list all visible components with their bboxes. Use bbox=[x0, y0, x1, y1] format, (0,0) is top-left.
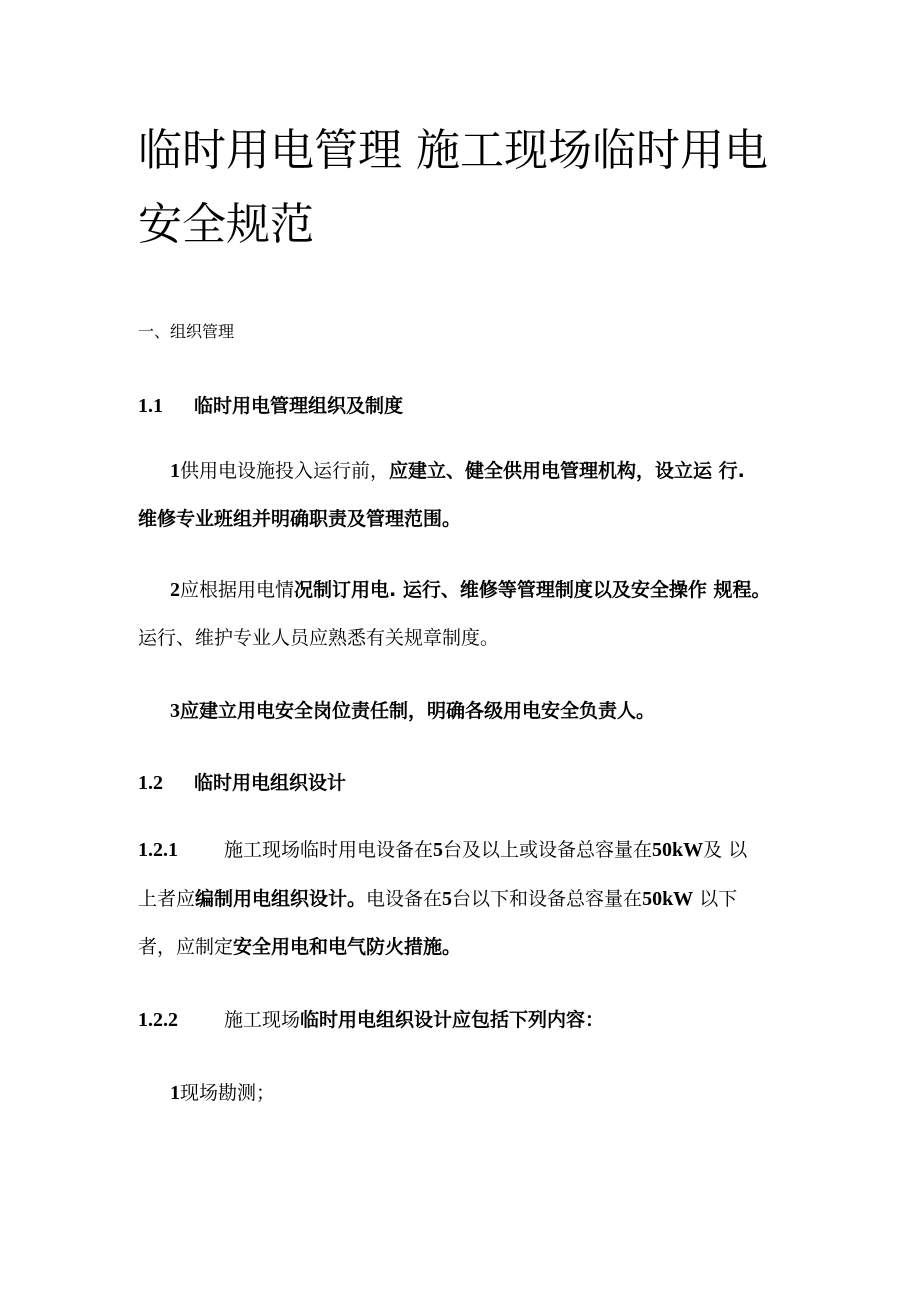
subsection-number: 1.2 bbox=[138, 772, 163, 794]
subsection-title: 临时用电组织设计 bbox=[194, 772, 347, 794]
clause-1-2-1-line-2: 上者应编制用电组织设计。电设备在5台以下和设备总容量在50kW 以下 bbox=[138, 888, 738, 910]
item-number: 1 bbox=[170, 460, 180, 482]
paragraph-1-line-2: 维修专业班组并明确职责及管理范围。 bbox=[138, 508, 462, 530]
title-line-1: 临时用电管理 施工现场临时用电 bbox=[138, 125, 768, 176]
paragraph-3: 3应建立用电安全岗位责任制，明确各级用电安全负责人。 bbox=[170, 700, 656, 722]
subsection-1-2-heading bbox=[138, 770, 346, 796]
section-heading: 一、组织管理 bbox=[138, 322, 235, 341]
paragraph-2-line-2: 运行、维护专业人员应熟悉有关规章制度。 bbox=[138, 627, 500, 649]
paragraph-1-line-1: 1供用电设施投入运行前，应建立、健全供用电管理机构，设立运 行. bbox=[170, 460, 745, 482]
subsection-title: 临时用电管理组织及制度 bbox=[194, 395, 404, 417]
title-line-2: 安全规范 bbox=[138, 199, 314, 250]
clause-number: 1.2.2 bbox=[138, 1009, 178, 1031]
clause-1-2-1-line-1: 1.2.1 施工现场临时用电设备在5台及以上或设备总容量在50kW及 以 bbox=[138, 839, 748, 861]
clause-1-2-1-line-3: 者，应制定安全用电和电气防火措施。 bbox=[138, 936, 462, 958]
paragraph-2-line-1: 2应根据用电情况制订用电. 运行、维修等管理制度以及安全操作 规程。 bbox=[170, 579, 771, 601]
subsection-number: 1.1 bbox=[138, 395, 163, 417]
clause-1-2-2: 1.2.2 施工现场临时用电组织设计应包括下列内容： bbox=[138, 1009, 605, 1031]
item-number: 1 bbox=[170, 1082, 180, 1104]
item-number: 3 bbox=[170, 700, 180, 722]
list-item: 1现场勘测； bbox=[170, 1082, 276, 1104]
item-number: 2 bbox=[170, 579, 180, 601]
clause-number: 1.2.1 bbox=[138, 839, 178, 861]
subsection-1-1-heading bbox=[138, 393, 403, 419]
document-title bbox=[138, 114, 778, 262]
